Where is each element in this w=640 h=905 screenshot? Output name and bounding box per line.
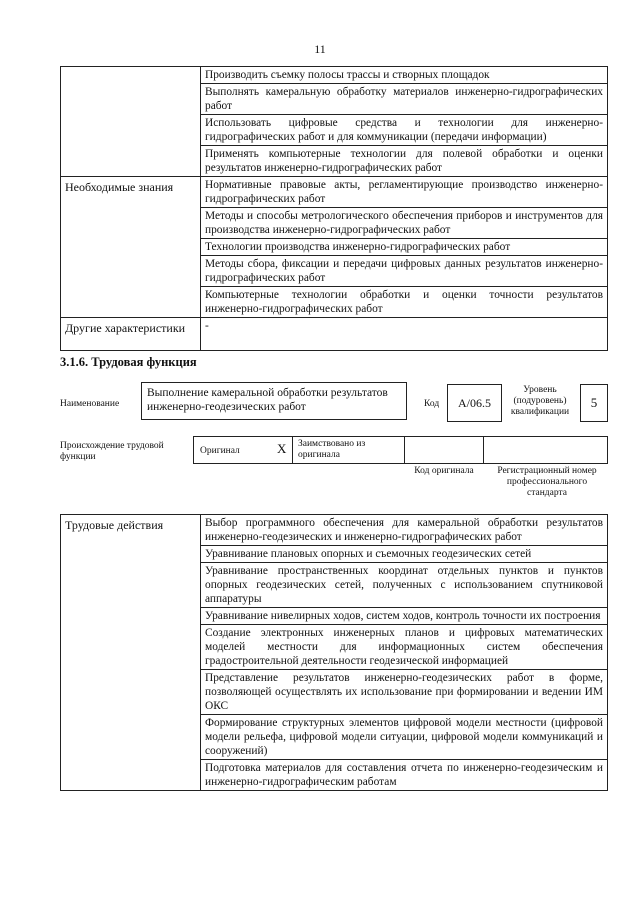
- origin-code-box: [404, 436, 484, 464]
- table-cell: Уравнивание нивелирных ходов, систем ходов, контроль точности их построения: [201, 608, 608, 625]
- table-row: [61, 177, 608, 208]
- row-label: Необходимые знания: [61, 177, 201, 318]
- row-label: [61, 67, 201, 177]
- function-name-box: Выполнение камеральной обработки результатов инженерно-геодезических работ: [141, 382, 407, 420]
- table-cell: Формирование структурных элементов цифровой модели местности (цифровой модели рельефа, цифровой модели ситуации, цифровой модели коммуникаций и сооружений): [201, 715, 608, 760]
- code-label: Код: [424, 399, 440, 409]
- name-label: Наименование: [60, 399, 120, 409]
- reg-number-label: Регистрационный номер профессионального стандарта: [497, 466, 597, 498]
- level-box: 5: [580, 384, 608, 422]
- table-cell: Нормативные правовые акты, регламентирующие производство инженерно-гидрографических работ: [201, 177, 608, 208]
- table-row: [61, 318, 608, 351]
- table-cell: Производить съемку полосы трассы и створных площадок: [201, 67, 608, 84]
- table-cell: Представление результатов инженерно-геодезических работ в форме, позволяющей осуществлять их использование при формировании и ведении ИМ ОКС: [201, 670, 608, 715]
- table-row: [61, 67, 608, 84]
- table-cell: Компьютерные технологии обработки и оценки точности результатов инженерно-гидрографических работ: [201, 287, 608, 318]
- table-cell: Создание электронных инженерных планов и цифровых математических моделей местности для информационных систем обеспечения градостроительной деятельности геодезической информацией: [201, 625, 608, 670]
- borrowed-label: Заимствовано из оригинала: [298, 439, 366, 460]
- table-row: [61, 515, 608, 546]
- table-cell: Применять компьютерные технологии для полевой обработки и оценки результатов инженерно-гидрографических работ: [201, 146, 608, 177]
- origin-code-label: Код оригинала: [414, 466, 474, 476]
- original-label: Оригинал: [200, 446, 240, 456]
- table-cell: Уравнивание пространственных координат отдельных пунктов и пунктов опорных геодезических сетей, полученных с использованием спутниковой аппаратуры: [201, 563, 608, 608]
- borrowed-box: [292, 436, 405, 464]
- table-cell: Выполнять камеральную обработку материалов инженерно-гидрографических работ: [201, 84, 608, 115]
- table-cell: Выбор программного обеспечения для камеральной обработки результатов инженерно-геодезических и инженерно-гидрографических работ: [201, 515, 608, 546]
- row-label: Трудовые действия: [61, 515, 201, 791]
- origin-label: Происхождение трудовой функции: [60, 441, 164, 462]
- original-mark: X: [277, 441, 287, 456]
- table-cell: -: [201, 318, 608, 351]
- table-cell: Технологии производства инженерно-гидрографических работ: [201, 239, 608, 256]
- skills-knowledge-table: [60, 66, 608, 351]
- labor-actions-table: [60, 514, 608, 791]
- section-heading: 3.1.6. Трудовая функция: [60, 355, 197, 369]
- table-cell: Уравнивание плановых опорных и съемочных геодезических сетей: [201, 546, 608, 563]
- code-box: A/06.5: [447, 384, 502, 422]
- row-label: Другие характеристики: [61, 318, 201, 351]
- page-number: 11: [314, 42, 326, 56]
- reg-number-box: [483, 436, 608, 464]
- original-box: [193, 436, 293, 464]
- table-cell: Использовать цифровые средства и технологии для инженерно-гидрографических работ и для коммуникации (передачи информации): [201, 115, 608, 146]
- level-label: Уровень (подуровень) квалификации: [510, 385, 570, 417]
- table-cell: Методы и способы метрологического обеспечения приборов и инструментов для производства инженерно-гидрографических работ: [201, 208, 608, 239]
- table-cell: Методы сбора, фиксации и передачи цифровых данных результатов инженерно-гидрографических работ: [201, 256, 608, 287]
- table-cell: Подготовка материалов для составления отчета по инженерно-геодезическим и инженерно-гидрографическим работам: [201, 760, 608, 791]
